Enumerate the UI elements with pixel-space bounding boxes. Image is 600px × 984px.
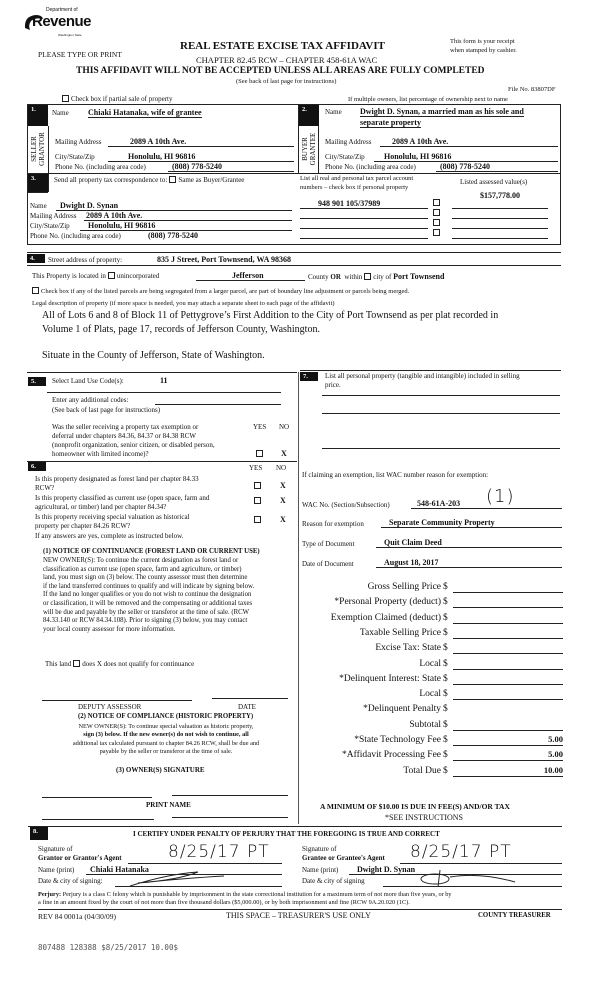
sec3-mail[interactable]: 2089 A 10th Ave. bbox=[84, 211, 292, 221]
tax-row-label: *State Technology Fee bbox=[354, 735, 441, 745]
personal-property-checkbox[interactable] bbox=[433, 199, 440, 206]
currency-symbol: $ bbox=[443, 735, 448, 745]
exemption-label: If claiming an exemption, list WAC number reason for exemption: bbox=[302, 471, 489, 479]
sec6-q2-no[interactable]: X bbox=[280, 496, 286, 505]
section-5-number: 5. bbox=[28, 377, 46, 386]
exemption-reason[interactable]: Separate Community Property bbox=[381, 518, 562, 528]
grantee-sig-label: Signature of bbox=[302, 845, 337, 853]
sec5-see-back: (See back of last page for instructions) bbox=[52, 406, 161, 414]
tax-row bbox=[300, 703, 565, 717]
street-label: Street address of property: bbox=[48, 256, 123, 264]
sec5-question-1: Was the seller receiving a property tax exemption or bbox=[52, 423, 199, 431]
personal-property-label-2: price. bbox=[325, 381, 341, 389]
grantee-agent-label: Grantee or Grantee's Agent bbox=[302, 854, 385, 862]
currency-symbol: $ bbox=[443, 582, 448, 592]
please-type: PLEASE TYPE OR PRINT bbox=[38, 50, 122, 59]
reason-label: Reason for exemption bbox=[302, 520, 364, 528]
buyer-phone[interactable]: (808) 778-5240 bbox=[436, 162, 558, 172]
buyer-phone-label: Phone No. (including area code) bbox=[325, 163, 416, 171]
sec5-question-3: (nonprofit organization, senior citizen, or disabled person, bbox=[52, 441, 215, 449]
city-checkbox[interactable] bbox=[364, 273, 371, 280]
seller-phone-label: Phone No. (including area code) bbox=[55, 163, 146, 171]
wac-label: WAC No. (Section/Subsection) bbox=[302, 501, 390, 509]
tax-row bbox=[300, 673, 565, 687]
currency-symbol: $ bbox=[443, 643, 448, 654]
section-2-number: 2. bbox=[299, 105, 319, 126]
tax-row bbox=[300, 688, 565, 702]
personal-property-checkbox[interactable] bbox=[433, 229, 440, 236]
seller-city[interactable]: Honolulu, HI 96816 bbox=[108, 152, 294, 162]
additional-codes-field[interactable] bbox=[155, 404, 281, 405]
seller-grantor-label: SELLER GRANTOR bbox=[30, 132, 46, 166]
currency-symbol: $ bbox=[443, 689, 448, 700]
wac-handwritten: (1) bbox=[486, 486, 515, 507]
buyer-name-label: Name bbox=[325, 108, 342, 116]
owner-signature-line-2[interactable] bbox=[172, 795, 288, 796]
form-title: REAL ESTATE EXCISE TAX AFFIDAVIT bbox=[180, 40, 385, 52]
print-name-line-2[interactable] bbox=[172, 817, 288, 818]
certify-statement: I CERTIFY UNDER PENALTY OF PERJURY THAT THE FOREGOING IS TRUE AND CORRECT bbox=[133, 830, 440, 838]
tax-row bbox=[300, 765, 565, 779]
currency-symbol: $ bbox=[443, 750, 448, 761]
buyer-grantee-label: BUYER GRANTEE bbox=[301, 132, 317, 166]
tax-row-value[interactable] bbox=[453, 581, 563, 593]
tax-row bbox=[300, 749, 565, 763]
form-revision: REV 84 0001a (04/30/09) bbox=[38, 912, 116, 921]
grantor-scribble-icon bbox=[128, 868, 228, 888]
cashier-stamp: 807488 128388 $8/25/2017 10.00$ bbox=[38, 943, 178, 952]
file-number: File No. 83807DF bbox=[508, 86, 556, 93]
buyer-name-line-2[interactable]: separate property bbox=[360, 118, 421, 127]
receipt-note-2: when stamped by cashier. bbox=[450, 47, 517, 54]
buyer-name-line-1[interactable]: Dwight D. Synan, a married man as his sole and bbox=[360, 107, 524, 116]
tax-row-value[interactable] bbox=[453, 642, 563, 654]
treasurer-space-label: THIS SPACE – TREASURER'S USE ONLY bbox=[226, 911, 371, 920]
notice-2-title: (2) NOTICE OF COMPLIANCE (HISTORIC PROPERTY) bbox=[78, 713, 254, 720]
partial-sale-checkbox[interactable]: Check box if partial sale of property bbox=[60, 95, 172, 103]
land-use-label: Select Land Use Code(s): bbox=[52, 377, 124, 385]
tax-row-value[interactable]: 5.00 bbox=[453, 749, 563, 761]
same-as-buyer-checkbox[interactable] bbox=[169, 176, 176, 183]
tax-row bbox=[300, 719, 565, 733]
notice-1-title: (1) NOTICE OF CONTINUANCE (FOREST LAND OR CURRENT USE) bbox=[43, 548, 260, 555]
sec3-name-label: Name bbox=[30, 202, 47, 210]
deputy-assessor-label: DEPUTY ASSESSOR bbox=[78, 703, 142, 711]
currency-symbol: $ bbox=[443, 719, 448, 730]
seller-phone[interactable]: (808) 778-5240 bbox=[168, 162, 294, 172]
sec6-q1-yes-checkbox[interactable] bbox=[254, 482, 261, 489]
tax-row-label: Excise Tax: State bbox=[375, 643, 441, 654]
tax-row-label: *Delinquent Penalty bbox=[363, 704, 441, 715]
section-1-number: 1. bbox=[28, 105, 48, 126]
sec3-phone[interactable]: (808) 778-5240 bbox=[148, 231, 198, 240]
tax-row bbox=[300, 627, 565, 641]
seller-name[interactable]: Chiaki Hatanaka, wife of grantee bbox=[88, 108, 202, 117]
logo-dept: Department of bbox=[46, 7, 78, 13]
seller-city-label: City/State/Zip bbox=[55, 153, 95, 161]
parcel-label-2: numbers – check box if personal property bbox=[300, 184, 409, 191]
grantor-agent-label: Grantor or Grantor's Agent bbox=[38, 854, 122, 862]
tax-row-label: Total Due bbox=[403, 765, 441, 776]
multiple-owners-note: If multiple owners, list percentage of ownership next to name bbox=[348, 96, 508, 103]
owner-signature-line[interactable] bbox=[42, 797, 152, 798]
section-6-number: 6. bbox=[28, 462, 46, 471]
buyer-mail-label: Mailing Address bbox=[325, 138, 372, 146]
tax-row-value[interactable] bbox=[453, 612, 563, 624]
tax-row-value[interactable] bbox=[453, 688, 563, 700]
street-address[interactable]: 835 J Street, Port Townsend, WA 98368 bbox=[157, 255, 291, 264]
sec5-no-header: NO bbox=[279, 423, 290, 431]
section-7-number: 7. bbox=[300, 372, 318, 381]
sec6-q3-no[interactable]: X bbox=[280, 515, 286, 524]
assessed-label: Listed assessed value(s) bbox=[460, 178, 528, 186]
personal-property-line[interactable] bbox=[322, 395, 560, 396]
currency-symbol: $ bbox=[443, 597, 448, 608]
tax-row-value[interactable] bbox=[453, 719, 563, 731]
notice-2-body: NEW OWNER(S): To continue special valuation as historic property, sign (3) below. If the new owner(s) do not wish to continue, all additional tax calculated pursuant to chapter 84.26 RCW, shall be due and payable by the seller or transferor at the time of sale. bbox=[72, 723, 260, 755]
tax-row-value[interactable]: 10.00 bbox=[453, 765, 563, 777]
sec6-q1-no[interactable]: X bbox=[280, 481, 286, 490]
send-correspondence-label: Send all property tax correspondence to: Same as Buyer/Grantee bbox=[54, 176, 245, 184]
doc-date-label: Date of Document bbox=[302, 560, 354, 568]
assessed-value[interactable]: $157,778.00 bbox=[480, 191, 520, 200]
currency-symbol: $ bbox=[443, 704, 448, 715]
sec3-city-label: City/State/Zip bbox=[30, 222, 70, 230]
sec3-city[interactable]: Honolulu, HI 96816 bbox=[80, 221, 292, 231]
grantor-name-label: Name (print) bbox=[38, 866, 75, 874]
grantee-scribble-icon bbox=[410, 866, 520, 888]
currency-symbol: $ bbox=[443, 612, 448, 623]
sec5-no-answer[interactable]: X bbox=[281, 449, 287, 458]
personal-property-checkbox[interactable] bbox=[433, 219, 440, 226]
legal-description-label: Legal description of property (if more space is needed, you may attach a separate sheet to each page of the affidavit) bbox=[32, 300, 335, 307]
segregated-checkbox-line[interactable]: Check box if any of the listed parcels are being segregated from a larger parcel, are part of boundary line adjustment or parcels being merged. bbox=[30, 287, 409, 295]
sec6-no-header: NO bbox=[276, 464, 287, 472]
grantee-date-city-label: Date & city of signing bbox=[302, 877, 365, 885]
sec6-q3-yes-checkbox[interactable] bbox=[254, 516, 261, 523]
currency-symbol: $ bbox=[443, 658, 448, 669]
personal-property-checkbox[interactable] bbox=[433, 209, 440, 216]
column-divider bbox=[298, 372, 299, 824]
tax-row-value[interactable] bbox=[453, 658, 563, 670]
tax-row-value[interactable]: 5.00 bbox=[453, 734, 563, 746]
grantee-name-label: Name (print) bbox=[302, 866, 339, 874]
unincorporated-checkbox[interactable] bbox=[108, 272, 115, 279]
tax-row-label: *Delinquent Interest: State bbox=[339, 673, 441, 684]
date-label: DATE bbox=[238, 703, 256, 711]
receipt-note-1: This form is your receipt bbox=[450, 38, 515, 45]
legal-description-2: Volume 1 of Plats, page 17, records of Jefferson County, Washington. bbox=[42, 324, 320, 335]
sec5-question-4: homeowner with limited income)? bbox=[52, 450, 149, 458]
tax-row-label: Subtotal bbox=[409, 719, 441, 730]
sec6-yes-header: YES bbox=[249, 464, 263, 472]
print-name-label: PRINT NAME bbox=[146, 801, 191, 809]
deputy-signature-line[interactable] bbox=[42, 700, 192, 701]
tax-row-label: Gross Selling Price bbox=[367, 582, 441, 592]
tax-row bbox=[300, 581, 565, 595]
print-name-line[interactable] bbox=[42, 819, 154, 820]
sec6-q2-yes-checkbox[interactable] bbox=[254, 497, 261, 504]
tax-row bbox=[300, 642, 565, 656]
tax-row bbox=[300, 596, 565, 610]
seller-mail[interactable]: 2089 A 10th Ave. bbox=[108, 137, 294, 147]
grantee-printed-name[interactable]: Dwight D. Synan bbox=[349, 865, 562, 875]
seller-name-label: Name bbox=[52, 109, 69, 117]
chapter-line: CHAPTER 82.45 RCW – CHAPTER 458-61A WAC bbox=[196, 55, 378, 65]
legal-description-1: All of Lots 6 and 8 of Block 11 of Pettygrove’s First Addition to the City of Port Townsend as per plat recorded in bbox=[42, 310, 499, 321]
sec5-yes-checkbox[interactable] bbox=[256, 450, 263, 457]
land-use-code[interactable]: 11 bbox=[160, 376, 168, 385]
currency-symbol: $ bbox=[443, 627, 448, 638]
tax-row-value[interactable] bbox=[453, 596, 563, 608]
personal-property-line[interactable] bbox=[322, 448, 560, 449]
additional-codes-label: Enter any additional codes: bbox=[52, 396, 129, 404]
warning-line: THIS AFFIDAVIT WILL NOT BE ACCEPTED UNLESS ALL AREAS ARE FULLY COMPLETED bbox=[76, 66, 485, 76]
personal-property-line[interactable] bbox=[322, 413, 560, 414]
document-date[interactable]: August 18, 2017 bbox=[376, 558, 562, 568]
legal-description-3: Situate in the County of Jefferson, State of Washington. bbox=[42, 350, 265, 361]
notice-1-body: NEW OWNER(S): To continue the current designation as forest land or classification as current use (open space, farm and agriculture, or timber) land, you must sign on (3) below. The county assessor must then determine if the land transferred continues to qualify and will indicate by signing below. If the land no longer qualifies or you do not wish to continue the designation or classification, it will be removed and the compensating or additional taxes will be due and payable by the seller or transferor at the time of sale. (RCW 84.33.140 or RCW 84.34.108). Prior to signing (3) below, you may contact your local county assessor for more information. bbox=[43, 557, 255, 633]
tax-row-value[interactable] bbox=[453, 627, 563, 639]
tax-row-label: Exemption Claimed (deduct) bbox=[330, 612, 441, 623]
grantor-date-city-label: Date & city of signing: bbox=[38, 877, 103, 885]
logo-name: Revenue bbox=[32, 13, 92, 30]
currency-symbol: $ bbox=[443, 765, 448, 776]
document-type[interactable]: Quit Claim Deed bbox=[376, 538, 562, 548]
tax-row-label: Local bbox=[419, 658, 441, 669]
tax-row-label: *Personal Property (deduct) bbox=[334, 597, 441, 608]
section-4-number: 4. bbox=[27, 254, 45, 263]
seller-mail-label: Mailing Address bbox=[55, 138, 102, 146]
buyer-city-label: City/State/Zip bbox=[325, 153, 365, 161]
section-3-number: 3. bbox=[28, 174, 48, 192]
location-line: This Property is located in unincorporated bbox=[32, 272, 160, 280]
if-yes-note: If any answers are yes, complete as instructed below. bbox=[35, 532, 184, 540]
tax-row bbox=[300, 612, 565, 626]
revenue-logo bbox=[22, 6, 92, 40]
section-8-number: 8. bbox=[30, 827, 48, 840]
see-instructions: *SEE INSTRUCTIONS bbox=[385, 813, 464, 822]
buyer-city[interactable]: Honolulu, HI 96816 bbox=[374, 152, 558, 162]
sec3-name[interactable]: Dwight D. Synan bbox=[56, 201, 292, 211]
owner-signature-label: (3) OWNER(S) SIGNATURE bbox=[116, 766, 205, 774]
tax-row bbox=[300, 734, 565, 748]
sec3-phone-label: Phone No. (including area code) bbox=[30, 232, 121, 240]
buyer-mail[interactable]: 2089 A 10th Ave. bbox=[380, 137, 558, 147]
grantor-sig-label: Signature of bbox=[38, 845, 73, 853]
grantor-signature[interactable]: 8/25/17 PT bbox=[168, 842, 270, 862]
minimum-due-note: A MINIMUM OF $10.00 IS DUE IN FEE(S) AND/OR TAX bbox=[320, 802, 510, 811]
tax-row-value[interactable] bbox=[453, 673, 563, 685]
deputy-date-line[interactable] bbox=[212, 698, 288, 699]
tax-row-label: *Affidavit Processing Fee bbox=[341, 750, 441, 761]
continuance-line: This land does X does not qualify for continuance bbox=[45, 660, 195, 668]
parcel-number[interactable]: 948 901 105/37989 bbox=[300, 199, 428, 209]
grantor-printed-name[interactable]: Chiaki Hatanaka bbox=[86, 865, 282, 875]
county-treasurer-label: COUNTY TREASURER bbox=[478, 912, 551, 919]
wac-number[interactable]: 548-61A-203 bbox=[411, 499, 562, 509]
county-name[interactable]: Jefferson bbox=[196, 271, 305, 281]
sec5-question-2: deferral under chapters 84.36, 84.37 or 84.38 RCW bbox=[52, 432, 197, 440]
tax-row-label: Local bbox=[419, 689, 441, 700]
personal-property-label-1: List all personal property (tangible and intangible) included in selling bbox=[325, 372, 520, 380]
parcel-label-1: List all real and personal tax parcel account bbox=[300, 175, 414, 182]
does-checkbox[interactable] bbox=[73, 660, 80, 667]
sec3-mail-label: Mailing Address bbox=[30, 212, 77, 220]
perjury-notice: Perjury: Perjury is a class C felony which is punishable by imprisonment in the state correctional institution for a maximum term of not more than five years, or by a fine in an amount fixed by the court of not more than five thousand dollars ($5,000.00), or by both imprisonment and fine (RCW 9A.20.020 (1C). bbox=[38, 891, 452, 906]
sec5-yes-header: YES bbox=[253, 423, 267, 431]
logo-state: Washington State bbox=[58, 33, 82, 37]
currency-symbol: $ bbox=[443, 673, 448, 684]
grantee-signature[interactable]: 8/25/17 PT bbox=[410, 842, 512, 862]
tax-row-label: Taxable Selling Price bbox=[359, 627, 441, 638]
see-back: (See back of last page for instructions) bbox=[236, 78, 337, 85]
tax-row bbox=[300, 658, 565, 672]
county-or-within: County OR within city of Port Townsend bbox=[308, 272, 445, 281]
doc-type-label: Type of Document bbox=[302, 540, 355, 548]
